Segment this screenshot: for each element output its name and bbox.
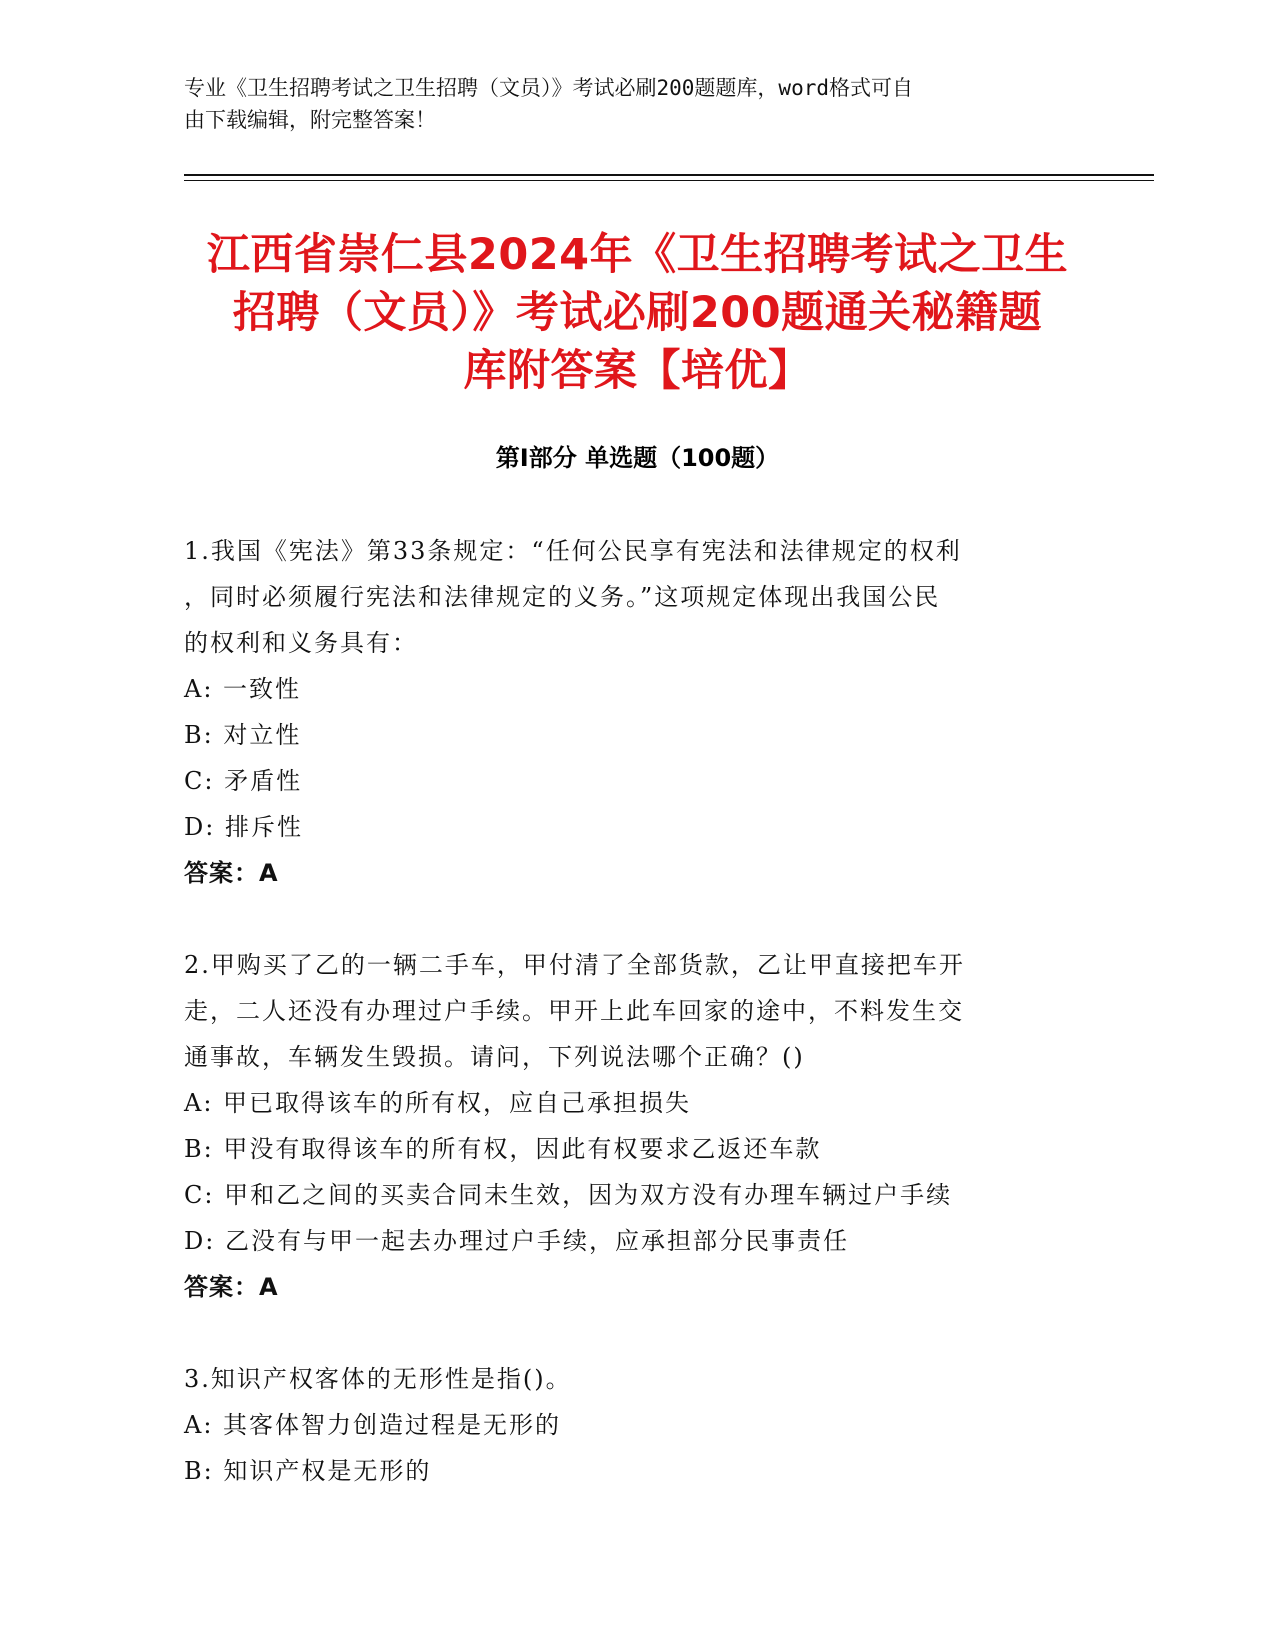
question-1 (184, 528, 1084, 896)
option-a: A: 甲已取得该车的所有权，应自己承担损失 (184, 1089, 692, 1117)
option-b: B: 甲没有取得该车的所有权，因此有权要求乙返还车款 (184, 1135, 822, 1163)
title-line: 江西省崇仁县2024年《卫生招聘考试之卫生 (206, 230, 1069, 280)
option-d: D: 排斥性 (184, 813, 303, 841)
header-note-line: 专业《卫生招聘考试之卫生招聘（文员）》考试必刷200题题库，word格式可自 (184, 76, 913, 100)
option-c: C: 甲和乙之间的买卖合同未生效，因为双方没有办理车辆过户手续 (184, 1181, 953, 1209)
document-title (160, 226, 1115, 400)
option-d: D: 乙没有与甲一起去办理过户手续，应承担部分民事责任 (184, 1227, 849, 1255)
question-stem-line: 通事故，车辆发生毁损。请问，下列说法哪个正确？() (184, 1043, 805, 1071)
question-stem-line: 3.知识产权客体的无形性是指()。 (184, 1365, 572, 1393)
header-divider-thin (184, 180, 1154, 181)
question-stem-line: 的权利和义务具有： (184, 629, 418, 657)
answer: 答案：A (184, 1273, 279, 1301)
question-stem-line: 走，二人还没有办理过户手续。甲开上此车回家的途中，不料发生交 (184, 997, 964, 1025)
title-line: 招聘（文员）》考试必刷200题通关秘籍题 (232, 288, 1043, 338)
question-3 (184, 1356, 1084, 1494)
title-line: 库附答案【培优】 (463, 346, 812, 396)
option-b: B: 知识产权是无形的 (184, 1457, 432, 1485)
question-stem-line: 1.我国《宪法》第33条规定：“任何公民享有宪法和法律规定的权利 (184, 537, 962, 565)
question-2 (184, 942, 1084, 1310)
option-a: A: 其客体智力创造过程是无形的 (184, 1411, 562, 1439)
question-list (184, 528, 1084, 1540)
answer: 答案：A (184, 859, 279, 887)
question-stem-line: ，同时必须履行宪法和法律规定的义务。”这项规定体现出我国公民 (184, 583, 941, 611)
section-heading: 第I部分 单选题（100题） (495, 444, 780, 472)
option-a: A: 一致性 (184, 675, 302, 703)
option-b: B: 对立性 (184, 721, 302, 749)
header-note (184, 72, 1064, 136)
header-divider (184, 174, 1154, 176)
question-stem-line: 2.甲购买了乙的一辆二手车，甲付清了全部货款，乙让甲直接把车开 (184, 951, 965, 979)
header-note-line: 由下载编辑，附完整答案！ (184, 108, 436, 132)
option-c: C: 矛盾性 (184, 767, 303, 795)
